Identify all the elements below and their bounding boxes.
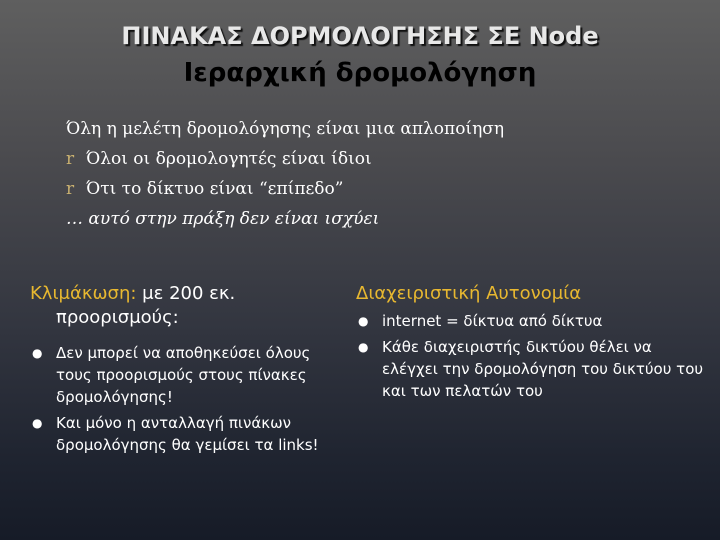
autonomy-column (356, 282, 706, 406)
list-item (30, 412, 350, 456)
list-item (30, 342, 350, 408)
bullet-marker-icon: r (66, 179, 75, 199)
list-item-text: internet = δίκτυα από δίκτυα (382, 312, 603, 330)
scaling-column (30, 282, 350, 460)
intro-conclusion: … αυτό στην πράξη δεν είναι ισχύει (66, 209, 380, 229)
autonomy-bullets (356, 310, 706, 402)
bullet-dot-icon: ● (358, 314, 369, 328)
intro-block (66, 114, 686, 234)
list-item-text: Δεν μπορεί να αποθηκεύσει όλους τους προορισμούς στους πίνακες δρομολόγησης! (56, 344, 311, 406)
scaling-heading-accent: Κλιμάκωση: (30, 283, 137, 304)
scaling-heading-line2: προορισμούς: (56, 307, 179, 328)
intro-line: Όλη η μελέτη δρομολόγησης είναι μια απλοποίηση (66, 119, 505, 139)
intro-subpoint (66, 174, 686, 204)
scaling-heading-rest: με 200 εκ. (136, 283, 236, 304)
bullet-marker-icon: r (66, 149, 75, 169)
autonomy-heading: Διαχειριστική Αυτονομία (356, 283, 582, 304)
slide-title: ΠΙΝΑΚΑΣ ΔΟΡΜΟΛΟΓΗΣΗΣ ΣΕ Node (121, 22, 599, 50)
bullet-dot-icon: ● (32, 346, 43, 360)
bullet-dot-icon: ● (358, 340, 369, 354)
list-item-text: Και μόνο η ανταλλαγή πινάκων δρομολόγησης θα γεμίσει τα links! (56, 414, 319, 454)
list-item (356, 310, 706, 332)
scaling-bullets (30, 342, 350, 456)
scaling-heading (30, 282, 350, 330)
bullet-dot-icon: ● (32, 416, 43, 430)
intro-subpoint-text: Όλοι οι δρομολογητές είναι ίδιοι (86, 149, 372, 169)
slide-subtitle: Ιεραρχική δρομολόγηση (183, 58, 537, 88)
intro-subpoint-text: Ότι το δίκτυο είναι “επίπεδο” (86, 179, 344, 199)
list-item (356, 336, 706, 402)
list-item-text: Κάθε διαχειριστής δικτύου θέλει να ελέγχει την δρομολόγηση του δικτύου του και των πελατών του (382, 338, 704, 400)
intro-subpoint (66, 144, 686, 174)
